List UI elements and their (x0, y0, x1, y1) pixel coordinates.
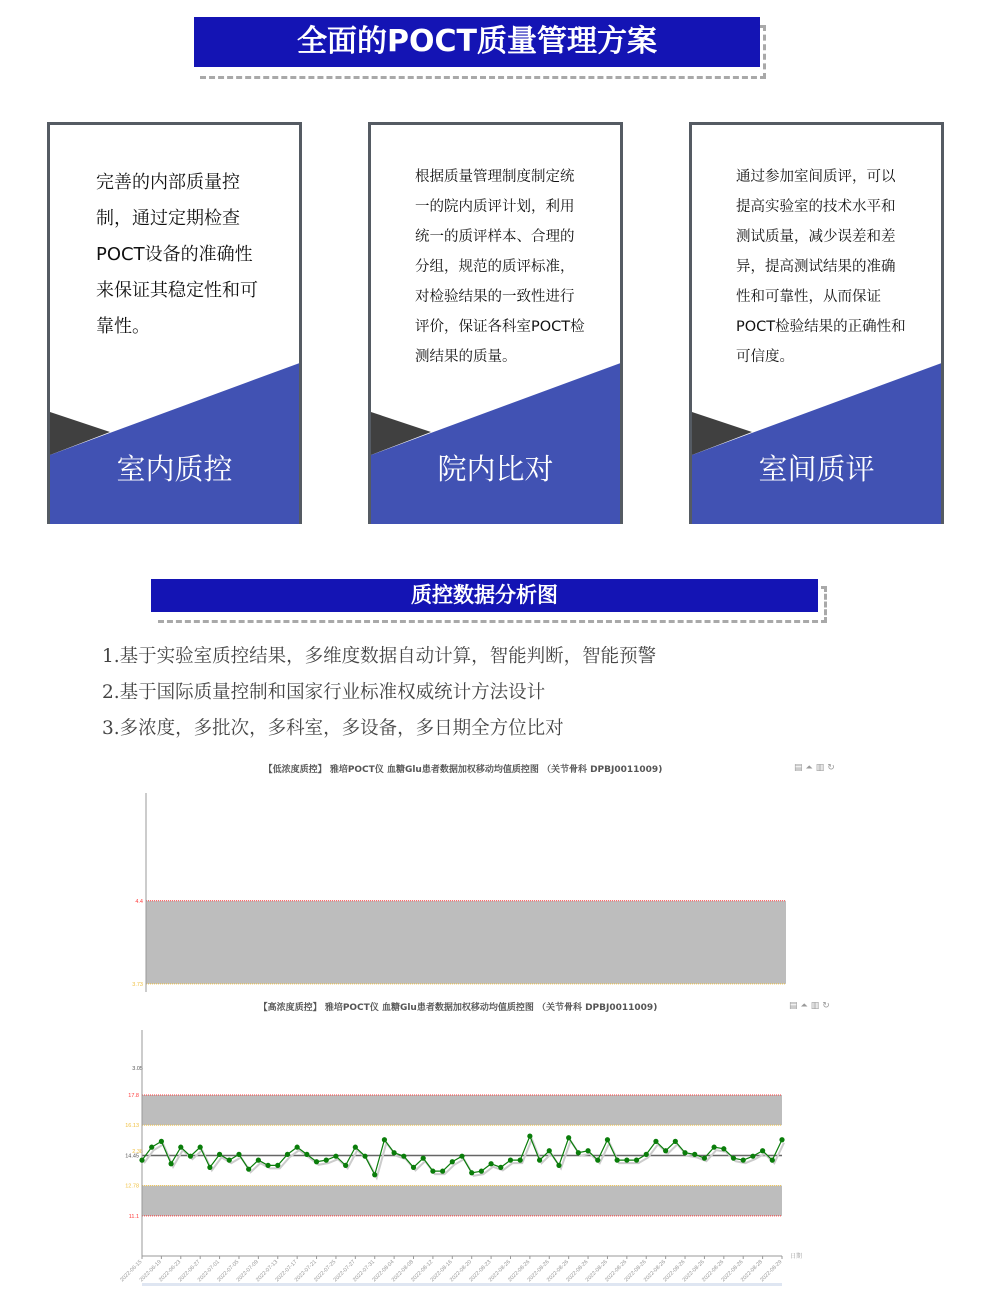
data-point (479, 1169, 484, 1174)
data-point (304, 1152, 309, 1157)
data-point (556, 1163, 561, 1168)
data-point (469, 1170, 474, 1175)
data-point (682, 1150, 687, 1155)
x-tick-label: 2022-08-26 (584, 1259, 609, 1284)
line-chart-icon[interactable]: ⏶ (805, 763, 816, 773)
data-point (663, 1148, 668, 1153)
data-point (459, 1154, 464, 1159)
data-point (265, 1163, 270, 1168)
document-icon[interactable]: ▤ (794, 763, 806, 773)
y-tick-label: 3.05 (132, 1066, 143, 1073)
data-point (673, 1139, 678, 1144)
x-tick-label: 2022-06-23 (158, 1259, 183, 1284)
data-point (750, 1154, 755, 1159)
card-label: 室内质控 (116, 452, 233, 486)
data-point (149, 1145, 154, 1150)
x-tick-label: 2022-08-26 (507, 1259, 532, 1284)
plot-area (139, 1030, 784, 1256)
y-tick-label: 3.73 (132, 981, 143, 988)
y-tick-label: 14.45 (125, 1153, 139, 1160)
x-tick-label: 2022-07-13 (255, 1259, 280, 1284)
data-point (595, 1158, 600, 1163)
x-tick-label: 2022-06-19 (138, 1259, 163, 1284)
data-point (362, 1154, 367, 1159)
bar-chart-icon[interactable]: ▥ (810, 1001, 823, 1011)
x-tick-label: 2022-06-15 (119, 1259, 144, 1284)
data-point (198, 1145, 203, 1150)
data-point (285, 1152, 290, 1157)
x-tick-label: 2022-08-26 (701, 1259, 726, 1284)
x-tick-label: 2022-08-28 (739, 1259, 765, 1284)
x-tick-label: 2022-08-16 (429, 1259, 454, 1284)
x-tick-label: 2022-08-26 (681, 1259, 706, 1284)
chart-title-low: 【低浓度质控】 雅培POCT仪 血糖Glu患者数据加权移动均值质控图 （关节骨科 DPBJ0011009) (263, 765, 663, 775)
data-point (372, 1172, 377, 1177)
x-tick-label: 2022-08-26 (487, 1259, 512, 1284)
data-point (343, 1163, 348, 1168)
data-point (392, 1150, 397, 1155)
x-tick-label: 2022-08-26 (642, 1259, 668, 1284)
data-point (518, 1158, 523, 1163)
line-chart-icon[interactable]: ⏶ (800, 1001, 811, 1011)
x-tick-label: 2022-08-08 (390, 1259, 415, 1284)
data-point (576, 1150, 581, 1155)
data-point (324, 1158, 329, 1163)
card-label: 室间质评 (758, 452, 875, 486)
y-tick-label: 16.13 (125, 1123, 139, 1130)
data-point (644, 1152, 649, 1157)
refresh-icon[interactable]: ↻ (827, 763, 838, 773)
data-point (537, 1158, 542, 1163)
feature-point: 2.基于国际质量控制和国家行业标准权威统计方法设计 (102, 682, 546, 703)
x-tick-label: 2022-08-04 (371, 1259, 396, 1284)
data-point (295, 1145, 300, 1150)
data-point (450, 1159, 455, 1164)
y-tick-label: 11.1 (128, 1213, 139, 1220)
lower-band (142, 1186, 782, 1216)
x-tick-label: 2022-08-29 (759, 1259, 784, 1284)
data-point (527, 1134, 532, 1139)
data-point (421, 1156, 426, 1161)
document-icon[interactable]: ▤ (789, 1001, 801, 1011)
data-point (585, 1148, 590, 1153)
chart-title-high: 【高浓度质控】 雅培POCT仪 血糖Glu患者数据加权移动均值质控图 （关节骨科 DPBJ0011009) (258, 1003, 658, 1013)
data-point (760, 1148, 765, 1153)
data-point (353, 1145, 358, 1150)
upper-band (142, 1095, 782, 1125)
data-point (401, 1154, 406, 1159)
card-description: 根据质量管理制度制定统一的院内质评计划，利用统一的质评样本、合理的分组，规范的质评标准，对检验结果的一致性进行评价，保证各科室POCT检测结果的质量。 (415, 169, 585, 365)
data-point (692, 1152, 697, 1157)
data-point (139, 1158, 144, 1163)
data-point (440, 1169, 445, 1174)
card-description: 通过参加室间质评，可以提高实验室的技术水平和测试质量，减少误差和差异，提高测试结果的准确性和可靠性，从而保证POCT检验结果的正确性和可信度。 (736, 169, 906, 365)
page-title: 全面的POCT质量管理方案 (194, 17, 760, 67)
data-point (653, 1139, 658, 1144)
data-point (624, 1158, 629, 1163)
data-point (498, 1165, 503, 1170)
x-tick-label: 2022-07-25 (313, 1259, 338, 1284)
x-tick-label: 2022-07-09 (235, 1259, 260, 1284)
feature-point: 3.多浓度，多批次，多科室，多设备，多日期全方位比对 (102, 718, 564, 739)
x-tick-label: 2022-06-27 (177, 1259, 202, 1284)
data-point (779, 1137, 784, 1142)
x-tick-label: 2022-08-26 (604, 1259, 629, 1284)
y-tick-label: 4.4 (135, 898, 143, 905)
data-point (217, 1152, 222, 1157)
x-tick-label: 2022-08-26 (545, 1259, 571, 1284)
x-tick-label: 2022-08-20 (448, 1259, 474, 1284)
data-point (634, 1158, 639, 1163)
y-tick-label: 2.38 (132, 1149, 143, 1156)
data-point (275, 1163, 280, 1168)
data-point (159, 1139, 164, 1144)
data-point (227, 1158, 232, 1163)
data-point (178, 1145, 183, 1150)
bar-chart-icon[interactable]: ▥ (815, 763, 828, 773)
x-tick-label: 2022-07-05 (216, 1259, 241, 1284)
data-point (207, 1165, 212, 1170)
x-tick-label: 2022-08-26 (565, 1259, 590, 1284)
data-point (168, 1161, 173, 1166)
data-point (488, 1161, 493, 1166)
data-point (236, 1152, 241, 1157)
section-title: 质控数据分析图 (151, 579, 818, 612)
x-tick-label: 2022-07-21 (293, 1259, 318, 1284)
data-point (314, 1159, 319, 1164)
data-point (547, 1148, 552, 1153)
card-description: 完善的内部质量控制，通过定期检查POCT设备的准确性来保证其稳定性和可靠性。 (96, 172, 258, 337)
data-point (721, 1146, 726, 1151)
data-point (333, 1154, 338, 1159)
x-axis-label: 日期 (790, 1253, 803, 1260)
data-point (702, 1156, 707, 1161)
x-scrollbar (142, 1283, 782, 1286)
card-label: 院内比对 (437, 452, 554, 486)
data-point (411, 1165, 416, 1170)
x-tick-label: 2022-07-01 (196, 1259, 221, 1284)
x-tick-label: 2022-08-26 (623, 1259, 648, 1284)
data-point (741, 1158, 746, 1163)
x-tick-label: 2022-08-26 (526, 1259, 551, 1284)
data-point (615, 1158, 620, 1163)
data-point (246, 1167, 251, 1172)
refresh-icon[interactable]: ↻ (822, 1001, 833, 1011)
x-tick-label: 2022-07-27 (332, 1259, 357, 1284)
feature-point: 1.基于实验室质控结果，多维度数据自动计算，智能判断，智能预警 (102, 646, 657, 667)
x-tick-label: 2022-07-17 (274, 1259, 299, 1284)
data-point (712, 1145, 717, 1150)
y-tick-label: 17.8 (128, 1092, 139, 1099)
data-point (508, 1158, 513, 1163)
data-point (770, 1158, 775, 1163)
data-point (605, 1137, 610, 1142)
data-point (382, 1137, 387, 1142)
x-tick-label: 2022-08-12 (410, 1259, 435, 1284)
data-point (256, 1158, 261, 1163)
x-tick-label: 2022-08-23 (468, 1259, 493, 1284)
y-tick-label: 12.78 (125, 1183, 139, 1190)
x-tick-label: 2022-07-31 (352, 1259, 377, 1284)
data-point (430, 1169, 435, 1174)
data-point (188, 1154, 193, 1159)
data-point (731, 1156, 736, 1161)
x-tick-label: 2022-08-26 (662, 1259, 687, 1284)
data-point (566, 1135, 571, 1140)
x-tick-label: 2022-08-26 (720, 1259, 745, 1284)
